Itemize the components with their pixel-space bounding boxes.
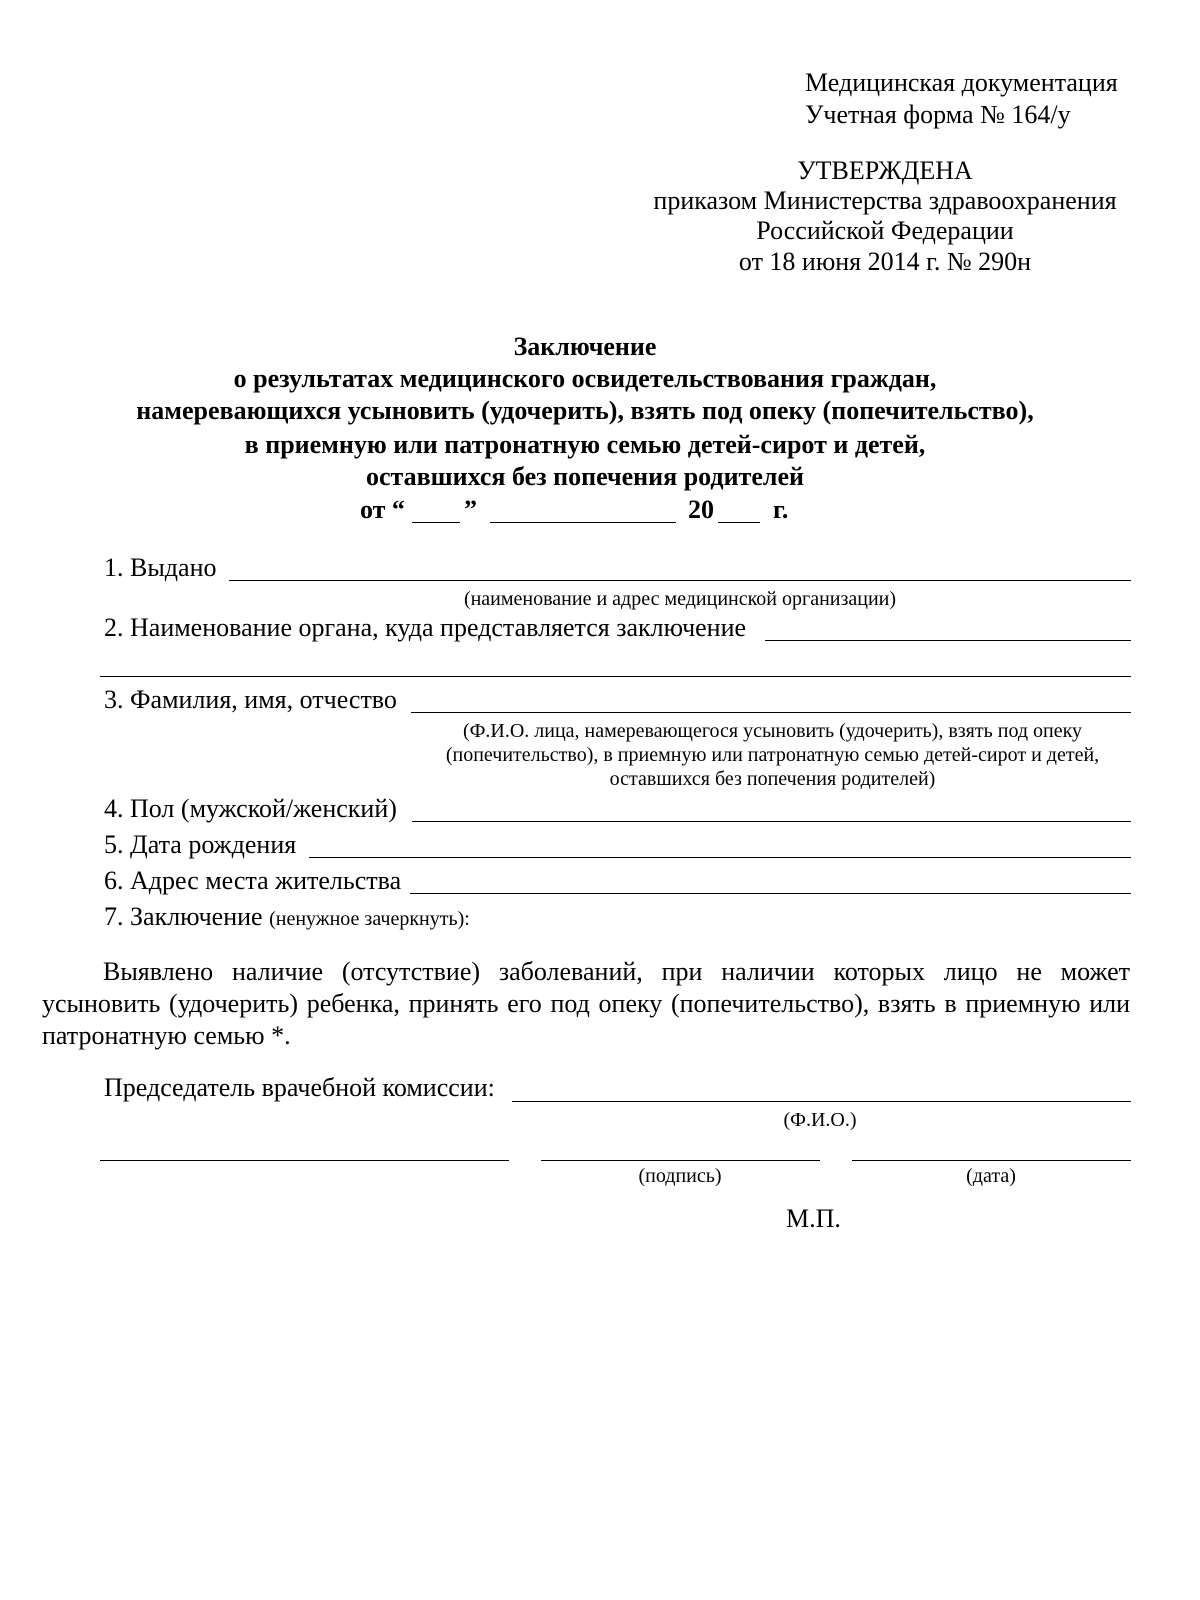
chairman-label: Председатель врачебной комиссии: (104, 1073, 495, 1102)
organ-field-continuation[interactable] (100, 676, 1131, 677)
organ-label: 2. Наименование органа, куда представляется заключение (104, 613, 747, 642)
approved-by-line-2: Российской Федерации (756, 216, 1014, 245)
title-line-4: в приемную или патронатную семью детей-сирот и детей, (244, 430, 926, 459)
date-day-field[interactable] (412, 522, 460, 523)
issued-field[interactable] (229, 580, 1131, 581)
title-line-1: Заключение (513, 332, 657, 361)
stamp-place: М.П. (786, 1204, 841, 1233)
organ-field[interactable] (765, 640, 1131, 641)
title-date-prefix: от “ (360, 495, 405, 524)
approved-by-line-1: приказом Министерства здравоохранения (653, 186, 1117, 215)
sex-label: 4. Пол (мужской/женский) (104, 794, 397, 823)
conclusion-hint: (ненужное зачеркнуть): (269, 908, 470, 930)
address-label: 6. Адрес места жительства (104, 866, 402, 895)
conclusion-label (104, 902, 470, 934)
date-month-field[interactable] (490, 522, 676, 523)
birth-date-field[interactable] (309, 857, 1131, 858)
signature-extra-field[interactable] (100, 1160, 509, 1161)
approved-label: УТВЕРЖДЕНА (797, 156, 973, 185)
chairman-fio-hint: (Ф.И.О.) (783, 1109, 857, 1131)
birth-date-label: 5. Дата рождения (104, 830, 297, 859)
signature-date-hint: (дата) (966, 1165, 1016, 1187)
title-date-year-prefix: 20 (688, 495, 714, 524)
fio-hint-line-2: (попечительство), в приемную или патронатную семью детей-сирот и детей, (445, 744, 1100, 766)
conclusion-body-text: Выявлено наличие (отсутствие) заболеваний, при наличии которых лицо не может усыновить (удочерить) ребенка, принять его под опеку (попечительство), взять в приемную или патронатную семью *. (42, 957, 1130, 1050)
chairman-fio-field[interactable] (512, 1101, 1131, 1102)
sex-field[interactable] (412, 821, 1131, 822)
conclusion-label-text: 7. Заключение (104, 902, 263, 931)
title-line-5: оставшихся без попечения родителей (366, 462, 804, 491)
issued-hint: (наименование и адрес медицинской организации) (463, 588, 897, 610)
signature-date-field[interactable] (852, 1160, 1131, 1161)
signature-field[interactable] (541, 1160, 820, 1161)
address-field[interactable] (410, 893, 1131, 894)
fio-field[interactable] (411, 712, 1131, 713)
title-date-quote: ” (464, 495, 477, 524)
approved-date: от 18 июня 2014 г. № 290н (738, 247, 1032, 276)
signature-hint: (подпись) (638, 1165, 722, 1187)
title-date-suffix: г. (773, 495, 789, 524)
fio-hint-line-3: оставшихся без попечения родителей) (609, 768, 936, 790)
fio-label: 3. Фамилия, имя, отчество (104, 685, 397, 714)
fio-hint-line-1: (Ф.И.О. лица, намеревающегося усыновить (удочерить), взять под опеку (462, 720, 1083, 742)
title-line-2: о результатах медицинского освидетельствования граждан, (233, 364, 937, 393)
issued-label: 1. Выдано (104, 553, 217, 582)
title-line-3: намеревающихся усыновить (удочерить), взять под опеку (попечительство), (136, 396, 1034, 425)
doc-type: Медицинская документация (805, 68, 1118, 97)
date-year-field[interactable] (718, 522, 760, 523)
form-number: Учетная форма № 164/у (805, 100, 1071, 129)
